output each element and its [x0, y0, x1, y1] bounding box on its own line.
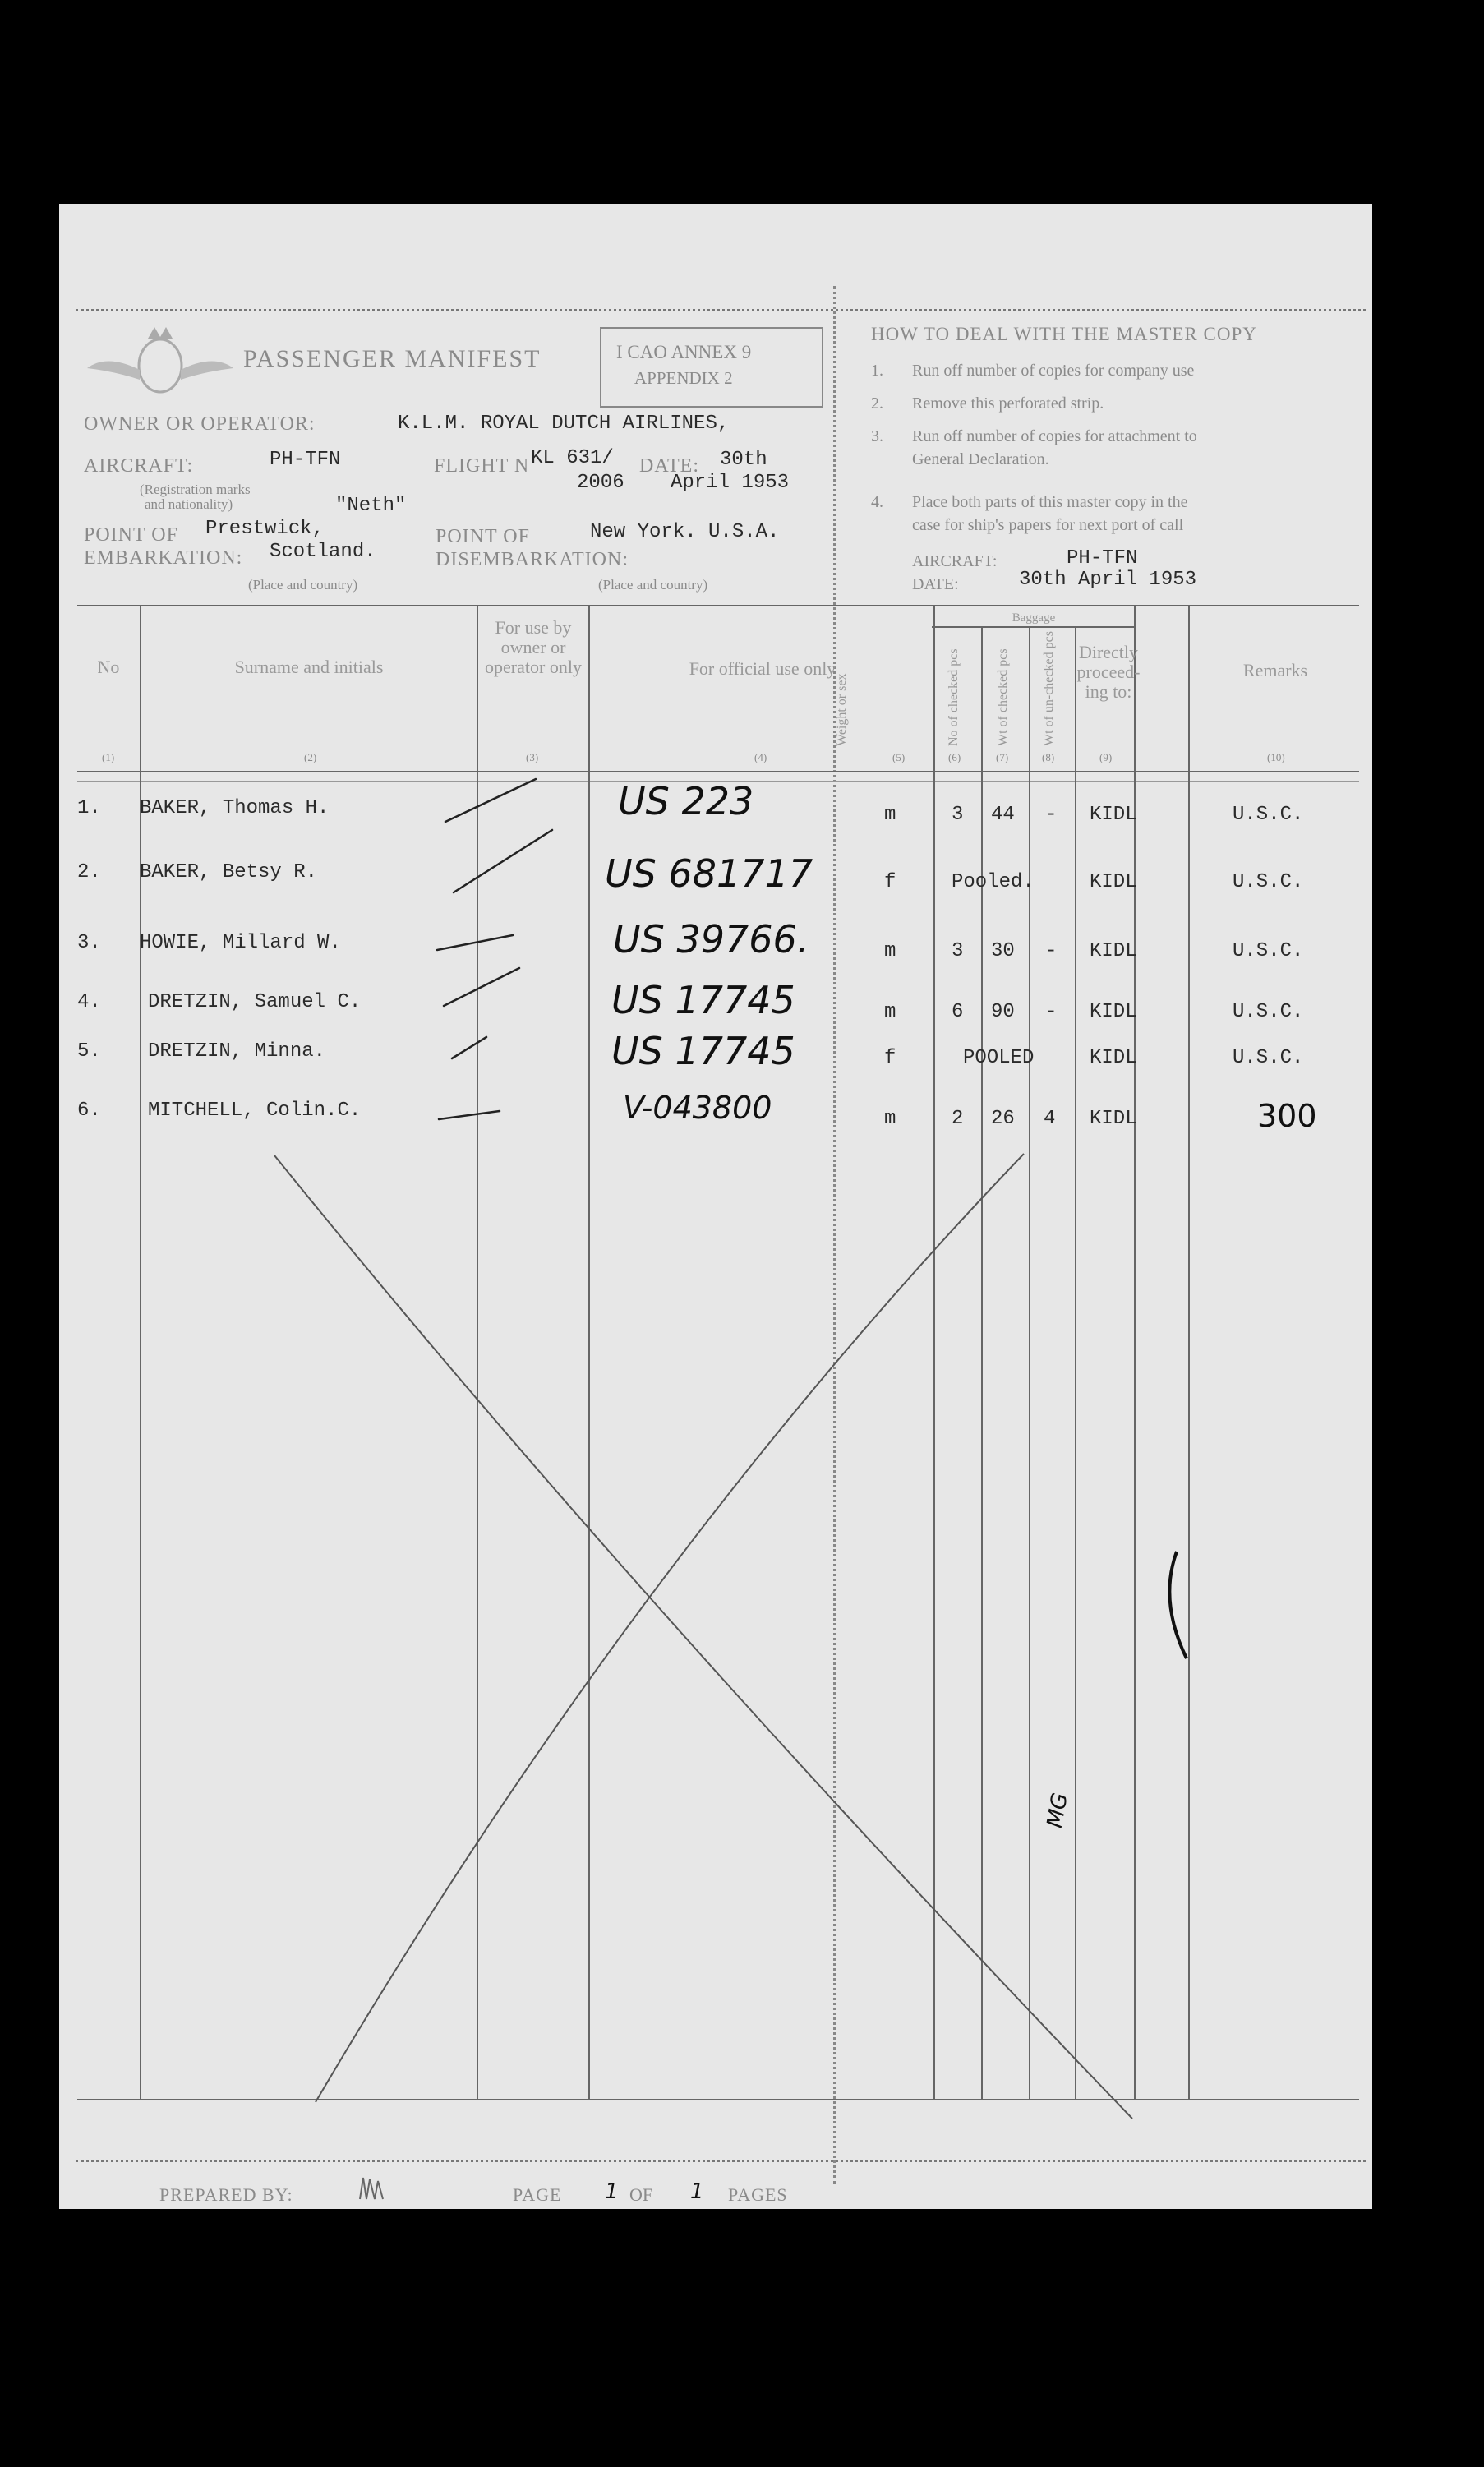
- destination: KIDL: [1090, 1001, 1137, 1023]
- signature-scribble: [355, 2174, 388, 2204]
- bag-pieces: 2: [952, 1108, 964, 1130]
- total-pages: 1: [690, 2179, 704, 2204]
- col-header-owner-use: For use by owner or operator only: [485, 617, 582, 677]
- bag-unchecked: -: [1045, 804, 1058, 826]
- instruction-text: Place both parts of this master copy in the: [912, 493, 1188, 511]
- passenger-name: BAKER, Thomas H.: [140, 797, 330, 819]
- embark-label-1: POINT OF: [84, 524, 178, 546]
- instruction-text: General Declaration.: [912, 450, 1049, 468]
- disembark-label-1: POINT OF: [436, 526, 530, 547]
- col-num: (5): [892, 751, 906, 763]
- instruction-num: 3.: [871, 427, 883, 445]
- passenger-sex: m: [884, 1108, 896, 1130]
- bag-pieces: 3: [952, 804, 964, 826]
- pages-label: PAGES: [728, 2184, 788, 2205]
- row-number: 6.: [77, 1100, 101, 1122]
- col-num: (6): [948, 751, 961, 763]
- remarks: U.S.C.: [1233, 804, 1304, 826]
- bag-pieces: Pooled.: [952, 871, 1035, 893]
- of-label: OF: [629, 2184, 653, 2205]
- col-num: (10): [1267, 751, 1285, 763]
- check-mark: [444, 968, 519, 1006]
- destination: KIDL: [1090, 804, 1137, 826]
- instr-date-label: DATE:: [912, 575, 959, 593]
- col-header-directly: Directly proceed-ing to:: [1076, 642, 1141, 702]
- bag-unchecked: -: [1045, 940, 1058, 962]
- remarks: U.S.C.: [1233, 1047, 1304, 1069]
- manifest-sheet: [59, 204, 1372, 2209]
- col-header-no: No: [97, 657, 120, 677]
- destination: KIDL: [1090, 1108, 1137, 1130]
- official-number: US 681717: [605, 851, 813, 896]
- col-num: (2): [304, 751, 317, 763]
- check-mark: [445, 779, 536, 822]
- date-label: DATE:: [639, 455, 699, 477]
- bracket-mark: [1169, 1552, 1187, 1658]
- page-number: 1: [605, 2179, 619, 2204]
- embark-value-2: Scotland.: [270, 541, 376, 563]
- disembark-value: New York. U.S.A.: [590, 521, 780, 543]
- destination: KIDL: [1090, 940, 1137, 962]
- bag-pieces: 3: [952, 940, 964, 962]
- col-num: (1): [102, 751, 115, 763]
- col-header-sex: Weight or sex: [835, 673, 849, 746]
- icao-line2: APPENDIX 2: [634, 368, 733, 388]
- embark-value-1: Prestwick,: [205, 518, 325, 540]
- col-num: (7): [996, 751, 1009, 763]
- initials-mg: MG: [1042, 1791, 1073, 1830]
- bag-pieces: 6: [952, 1001, 964, 1023]
- instruction-num: 4.: [871, 493, 883, 511]
- form-title: PASSENGER MANIFEST: [243, 345, 542, 372]
- passenger-name: DRETZIN, Samuel C.: [148, 991, 362, 1013]
- remarks: U.S.C.: [1233, 871, 1304, 893]
- date-value-2: April 1953: [671, 472, 790, 494]
- passenger-name: MITCHELL, Colin.C.: [148, 1100, 362, 1122]
- aircraft-value: PH-TFN: [270, 449, 341, 471]
- aircraft-sub1: (Registration marks: [140, 482, 251, 497]
- row-number: 5.: [77, 1040, 101, 1063]
- bag-unchecked: -: [1045, 1001, 1058, 1023]
- passenger-sex: f: [884, 871, 896, 893]
- passenger-sex: f: [884, 1047, 896, 1069]
- instr-date-value: 30th April 1953: [1019, 569, 1197, 591]
- embark-label-2: EMBARKATION:: [84, 547, 243, 569]
- flight-value-1: KL 631/: [531, 447, 614, 469]
- instruction-text: Run off number of copies for company use: [912, 362, 1195, 380]
- row-number: 2.: [77, 861, 101, 883]
- row-number: 4.: [77, 991, 101, 1013]
- aircraft-sub2: and nationality): [145, 496, 233, 512]
- instr-aircraft-label: AIRCRAFT:: [912, 552, 998, 570]
- bag-unchecked: 4: [1044, 1108, 1056, 1130]
- prepared-by-label: PREPARED BY:: [159, 2184, 293, 2205]
- instructions-heading: HOW TO DEAL WITH THE MASTER COPY: [871, 324, 1257, 344]
- row-number: 3.: [77, 932, 101, 954]
- col-header-bag-unchecked: Wt of un-checked pcs: [1042, 631, 1056, 746]
- passenger-sex: m: [884, 1001, 896, 1023]
- destination: KIDL: [1090, 871, 1137, 893]
- instruction-text: Remove this perforated strip.: [912, 394, 1104, 413]
- col-num: (4): [754, 751, 767, 763]
- official-number: US 17745: [611, 1029, 795, 1073]
- flight-value-2: 2006: [577, 472, 624, 494]
- flight-label: FLIGHT N: [434, 455, 530, 477]
- official-number: V-043800: [623, 1090, 772, 1126]
- bag-weight: 44: [991, 804, 1015, 826]
- embark-sub: (Place and country): [248, 577, 358, 593]
- owner-label: OWNER OR OPERATOR:: [84, 413, 316, 435]
- col-num: (3): [526, 751, 539, 763]
- page-label: PAGE: [513, 2184, 562, 2205]
- aircraft-label: AIRCRAFT:: [84, 455, 194, 477]
- remarks: U.S.C.: [1233, 940, 1304, 962]
- instr-aircraft-value: PH-TFN: [1067, 547, 1138, 569]
- col-num: (8): [1042, 751, 1055, 763]
- check-mark: [454, 830, 552, 892]
- col-header-remarks: Remarks: [1242, 660, 1308, 680]
- passenger-name: HOWIE, Millard W.: [140, 932, 341, 954]
- col-num: (9): [1099, 751, 1113, 763]
- official-number: US 223: [618, 779, 754, 823]
- check-mark: [439, 1111, 500, 1119]
- date-value-1: 30th: [720, 449, 767, 471]
- cross-out-stroke: [274, 1155, 1132, 2119]
- passenger-sex: m: [884, 804, 896, 826]
- cross-out-stroke: [316, 1154, 1024, 2102]
- disembark-sub: (Place and country): [598, 577, 708, 593]
- destination: KIDL: [1090, 1047, 1137, 1069]
- remarks: 300: [1257, 1098, 1317, 1134]
- instruction-num: 1.: [871, 362, 883, 380]
- bag-weight: 30: [991, 940, 1015, 962]
- col-header-surname: Surname and initials: [234, 657, 384, 677]
- col-header-bag-weight: Wt of checked pcs: [996, 648, 1010, 746]
- check-mark: [452, 1037, 486, 1058]
- bag-pieces: POOLED: [963, 1047, 1035, 1069]
- instruction-text: Run off number of copies for attachment to: [912, 427, 1197, 445]
- row-number: 1.: [77, 797, 101, 819]
- icao-line1: I CAO ANNEX 9: [616, 342, 752, 362]
- owner-value: K.L.M. ROYAL DUTCH AIRLINES,: [398, 413, 730, 435]
- remarks: U.S.C.: [1233, 1001, 1304, 1023]
- handwritten-marks: [59, 204, 1372, 2209]
- disembark-label-2: DISEMBARKATION:: [436, 549, 629, 570]
- bag-weight: 26: [991, 1108, 1015, 1130]
- col-header-official: For official use only: [689, 658, 836, 679]
- passenger-name: DRETZIN, Minna.: [148, 1040, 326, 1063]
- official-number: US 39766.: [613, 917, 809, 961]
- bag-weight: 90: [991, 1001, 1015, 1023]
- instruction-text: case for ship's papers for next port of call: [912, 516, 1184, 534]
- col-header-baggage: Baggage: [1012, 611, 1056, 625]
- check-mark: [437, 935, 513, 950]
- col-header-bag-pieces: No of checked pcs: [947, 648, 961, 746]
- instruction-num: 2.: [871, 394, 883, 413]
- passenger-sex: m: [884, 940, 896, 962]
- aircraft-name: "Neth": [335, 495, 407, 517]
- passenger-name: BAKER, Betsy R.: [140, 861, 318, 883]
- official-number: US 17745: [611, 978, 795, 1022]
